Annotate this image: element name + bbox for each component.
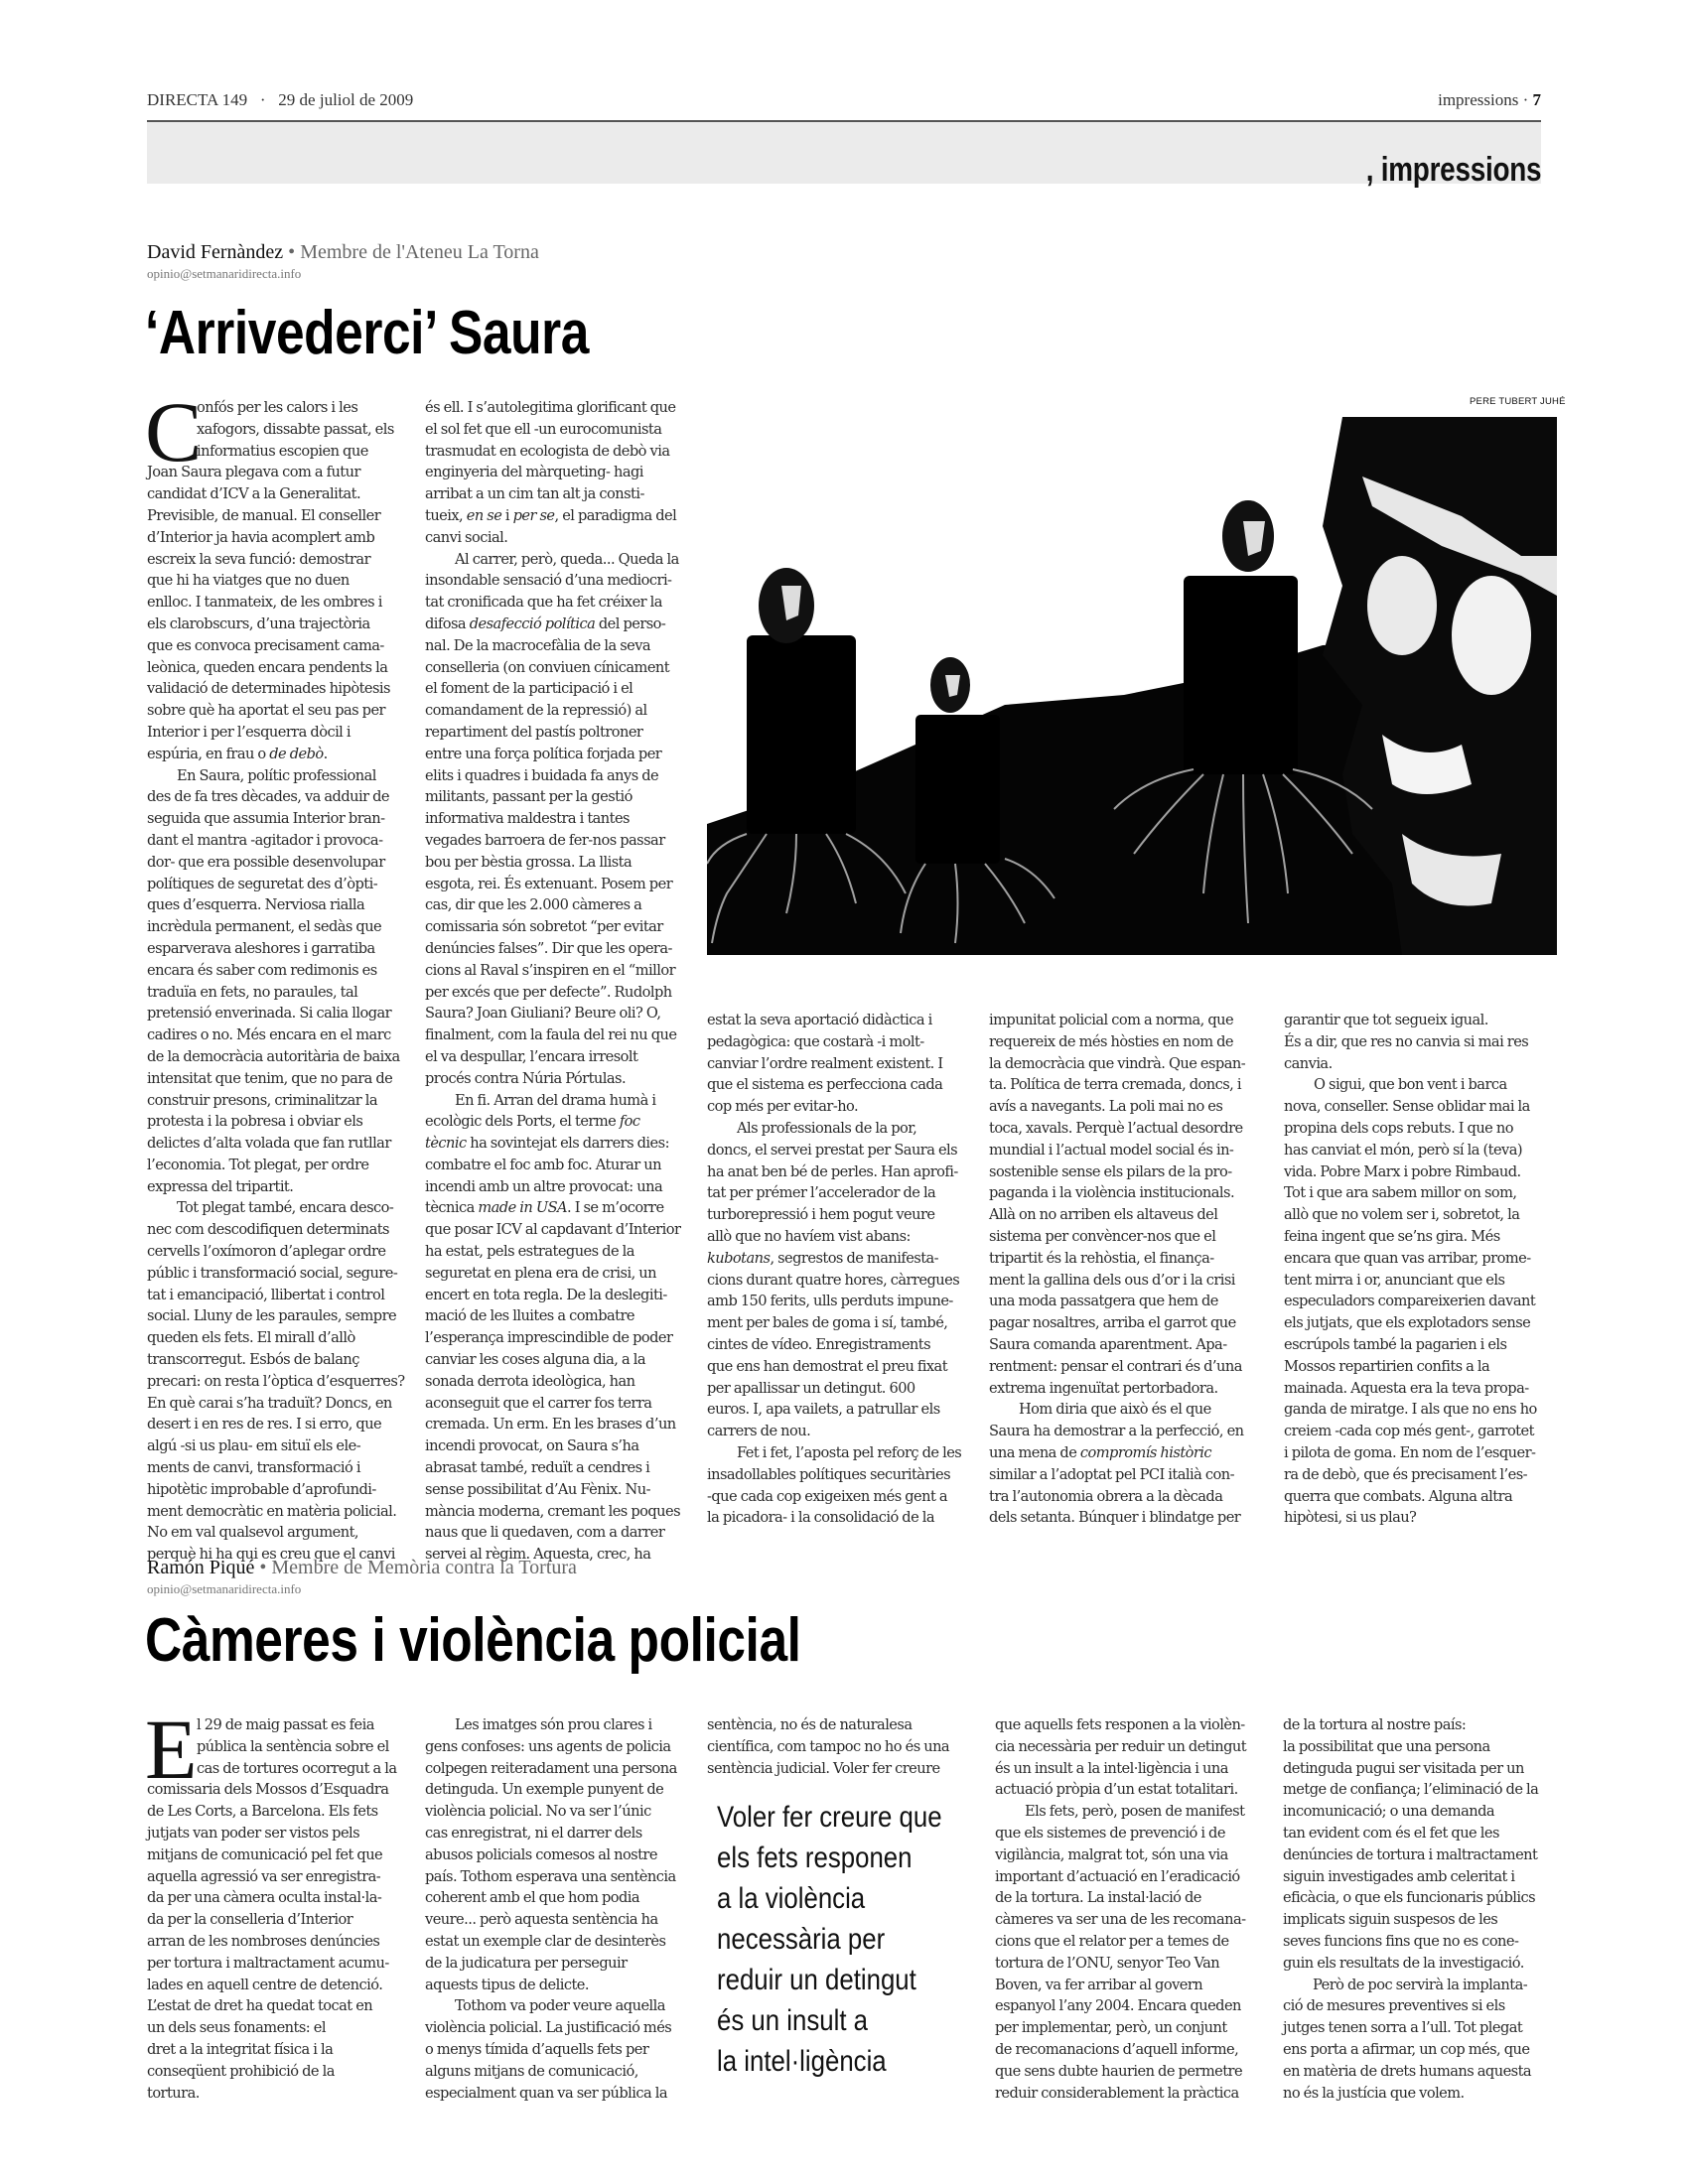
text-line: enginyeria del màrqueting- hagi (425, 464, 643, 481)
text-line: tripartit és la rehòstia, el finança- (989, 1249, 1214, 1267)
text-line: detinguda. Un exemple punyent de (425, 1781, 664, 1799)
text-line: que posar ICV al capdavant d’Interior (425, 1221, 681, 1239)
text-line: el sol fet que ell -un eurocomunista (425, 420, 662, 438)
text-line: pretensió enverinada. Si calia llogar (147, 1005, 392, 1023)
text-line: país. Tothom esperava una sentència (425, 1867, 676, 1885)
text-line: turborepressió i hem pogut veure (707, 1206, 935, 1224)
separator-dot: · (259, 90, 266, 109)
text-line: avís a navegants. La poli mai no es (989, 1098, 1223, 1116)
article2-column-1 (145, 1702, 413, 2104)
text-line: l’esperança imprescindible de poder (425, 1329, 673, 1347)
text-line: ques d’esquerra. Nerviosa rialla (147, 896, 365, 914)
article-illustration (707, 407, 1557, 955)
text-line: arran de les nombroses denúncies (147, 1932, 380, 1950)
text-line: En Saura, polític professional (177, 766, 376, 784)
text-line: estat la seva aportació didàctica i (707, 1012, 932, 1028)
text-line: informatius escopien que (197, 442, 368, 460)
text-line: pública la sentència sobre el (197, 1737, 389, 1755)
text-line: expressa del tripartit. (147, 1177, 294, 1195)
text-line: militants, passant per la gestió (425, 788, 633, 806)
text-line: de la tortura. La instal·lació de (995, 1889, 1201, 1907)
text-line: tueix, en se i per se, el paradigma del (425, 506, 677, 524)
text-line: un dels seus fonaments: el (147, 2019, 326, 2037)
text-line: eficàcia, o que els funcionaris públics (1283, 1889, 1536, 1907)
text-line: ment per bales de goma i sí, també, (707, 1314, 948, 1332)
text-line: denúncies de tortura i maltractament (1283, 1845, 1538, 1863)
text-line: abrasat també, reduït a cendres i (425, 1459, 650, 1477)
text-line: L’estat de dret ha quedat tocat en (147, 1997, 373, 2015)
text-line: cions al Raval s’inspiren en el “millor (425, 961, 676, 979)
text-line: de Les Corts, a Barcelona. Els fets (147, 1803, 378, 1821)
text-line: espanyol l’any 2004. Encara queden (995, 1997, 1241, 2015)
text-line: O sigui, que bon vent i barca (1314, 1076, 1507, 1094)
article2-column-4 (995, 1714, 1261, 2104)
text-line: Joan Saura plegava com a futur (147, 464, 360, 481)
text-line: comissaria són sobretot “per evitar (425, 918, 663, 936)
text-line: da per la conselleria d’Interior (147, 1911, 353, 1929)
article1-byline: David Fernàndez • Membre de l'Ateneu La Torna (147, 241, 539, 263)
text-line: espúria, en frau o de debò. (147, 745, 328, 762)
running-head-right (1438, 90, 1541, 110)
author-email: opinio@setmanaridirecta.info (147, 266, 302, 281)
text-line: que els sistemes de prevenció i de (995, 1824, 1225, 1842)
text-line: càmeres va ser una de les recomana- (995, 1911, 1246, 1929)
text-line: toca, xavals. Perquè l’actual desordre (989, 1119, 1243, 1137)
text-line: tan evident com és el fet que les (1283, 1824, 1499, 1842)
text-line: Fet i fet, l’aposta pel reforç de les (737, 1443, 962, 1461)
article2-column-5 (1283, 1714, 1549, 2104)
text-line: algú -si us plau- em situï els ele- (147, 1437, 361, 1455)
text-line: de la judicatura per perseguir (425, 1954, 628, 1972)
text-line: entre una força política forjada per (425, 745, 662, 762)
photo-credit: PERE TUBERT JUHÉ (1470, 396, 1566, 407)
drop-cap: E (145, 1702, 198, 1797)
text-line: el va despullar, l’encara irresolt (425, 1047, 638, 1065)
text-line: els jutjats, que els explotadors sense (1284, 1314, 1531, 1332)
text-line: la possibilitat que una persona (1283, 1737, 1490, 1755)
text-line: aquests tipus de delicte. (425, 1976, 589, 1993)
text-line: delictes d’alta volada que fan rutllar (147, 1135, 391, 1153)
pull-quote-line: necessària per (717, 1923, 886, 1956)
text-line: una mena de compromís històric (989, 1443, 1212, 1461)
text-line: canviar les coses alguna dia, a la (425, 1351, 645, 1369)
article1-column-5 (1284, 1010, 1550, 1529)
text-line: impunitat policial com a norma, que (989, 1012, 1234, 1028)
text-line: mació de les lluites a combatre (425, 1307, 634, 1325)
text-line: detinguda pugui ser visitada per un (1283, 1759, 1524, 1777)
text-line: vida. Pobre Marx i pobre Rimbaud. (1284, 1162, 1521, 1180)
text-line: En què carai s’ha traduït? Doncs, en (147, 1394, 392, 1412)
text-line: amb 150 ferits, ulls perduts impune- (707, 1293, 953, 1310)
separator-dot: · (1522, 90, 1529, 109)
text-line: per implementar, però, un conjunt (995, 2019, 1227, 2037)
text-line: Saura? Joan Giuliani? Beure oli? O, (425, 1005, 661, 1023)
text-line: Saura comanda aparentment. Apa- (989, 1335, 1227, 1353)
text-line: transcorregut. Esbós de balanç (147, 1351, 359, 1369)
text-line: seves funcions fins que no es cone- (1283, 1932, 1519, 1950)
text-line: mitjans de comunicació pel fet que (147, 1845, 383, 1863)
pull-quote-line: és un insult a (717, 2004, 869, 2037)
text-line: extrema ingenuïtat pertorbadora. (989, 1379, 1218, 1397)
text-line: sense possibilitat d’Au Fènix. Nu- (425, 1480, 650, 1498)
text-line: que sens dubte haurien de permetre (995, 2062, 1243, 2080)
text-line: l’economia. Tot plegat, per ordre (147, 1156, 369, 1173)
text-line: leònica, queden encara pendents la (147, 658, 388, 676)
text-line: comissaria dels Mossos d’Esquadra (147, 1781, 389, 1799)
text-line: tortura de l’ONU, senyor Teo Van (995, 1954, 1220, 1972)
text-line: sentència judicial. Voler fer creure (707, 1759, 940, 1777)
text-line: requereix de més hòsties en nom de (989, 1032, 1233, 1050)
text-line: similar a l’adoptat pel PCI italià con- (989, 1465, 1234, 1483)
text-line: onfós per les calors i les (197, 399, 358, 416)
text-line: incendi amb un altre provocat: una (425, 1177, 663, 1195)
text-line: implicats siguin suspesos de les (1283, 1911, 1498, 1929)
author-name: David Fernàndez (147, 241, 284, 263)
text-line: ta. Política de terra cremada, doncs, i (989, 1076, 1241, 1094)
text-line: que el sistema es perfecciona cada (707, 1076, 943, 1094)
text-line: per tortura i maltractament acumu- (147, 1954, 389, 1972)
text-line: doncs, el servei prestat per Saura els (707, 1141, 958, 1159)
text-line: seguida que assumia Interior bran- (147, 810, 385, 828)
text-line: aquella agressió va ser enregistra- (147, 1867, 381, 1885)
text-line: conseqüent prohibició de la (147, 2062, 335, 2080)
text-line: que hi ha viatges que no duen (147, 572, 350, 590)
article1-column-2 (425, 397, 691, 1566)
text-line: arribat a un cim tan alt ja consti- (425, 485, 644, 503)
text-line: tra l’autonomia obrera a la dècada (989, 1487, 1223, 1505)
text-line: una moda passatgera que hem de (989, 1293, 1218, 1310)
text-line: social. Lluny de les paraules, sempre (147, 1307, 397, 1325)
article1-column-4 (989, 1010, 1255, 1529)
text-line: hipòtesi, si us plau? (1284, 1509, 1417, 1527)
text-line: per apallissar un detingut. 600 (707, 1379, 915, 1397)
text-line: hipotètic improbable d’aprofundi- (147, 1480, 376, 1498)
text-line: especialment quan va ser pública la (425, 2084, 668, 2102)
text-line: protesta i la pobresa i obviar els (147, 1113, 363, 1131)
text-line: denúncies falses”. Dir que les opera- (425, 939, 672, 957)
text-line: tècnica made in USA. I se m’ocorre (425, 1199, 664, 1217)
article1-headline: ‘Arrivederci’ Saura (145, 299, 589, 367)
text-line: nal. De la macrocefàlia de la seva (425, 636, 651, 654)
text-line: des de fa tres dècades, va adduir de (147, 788, 389, 806)
text-line: Saura ha demostrar a la perfecció, en (989, 1423, 1244, 1440)
article2-headline: Càmeres i violència policial (145, 1606, 801, 1675)
article2-column-3 (707, 1714, 973, 1779)
text-line: comandament de la repressió) al (425, 702, 647, 720)
text-line: sobre què ha aportat el seu pas per (147, 702, 385, 720)
text-line: tortura. (147, 2084, 200, 2102)
text-line: conselleria (on conviuen cínicament (425, 658, 670, 676)
article2-byline: Ramón Piqué • Membre de Memòria contra la Tortura (147, 1557, 577, 1578)
text-line: Allà on no arriben els altaveus del (989, 1206, 1218, 1224)
text-line: cions que el relator per a temes de (995, 1932, 1229, 1950)
text-line: els clarobscurs, d’una trajectòria (147, 614, 370, 632)
text-line: Previsible, de manual. El conseller (147, 506, 381, 524)
text-line: pedagògica: que costarà -i molt- (707, 1032, 924, 1050)
text-line: propina dels cops rebuts. I que no (1284, 1119, 1513, 1137)
text-line: Als professionals de la por, (737, 1119, 917, 1137)
text-line: Les imatges són prou clares i (455, 1716, 652, 1733)
text-line: de recomanacions d’aquell informe, (995, 2040, 1239, 2058)
text-line: finalment, com la faula del rei nu que (425, 1026, 677, 1044)
text-line: intensitat que tenim, que no para de (147, 1069, 393, 1087)
text-line: insadollables polítiques securitàries (707, 1465, 951, 1483)
text-line: lades en aquell centre de detenció. (147, 1976, 383, 1993)
text-line: En fi. Arran del drama humà i (455, 1091, 656, 1109)
text-line: sentència, no és de naturalesa (707, 1716, 913, 1733)
text-line: precari: on resta l’òptica d’esquerres? (147, 1372, 405, 1390)
text-line: Hom diria que això és el que (1019, 1401, 1211, 1419)
text-line: alguns mitjans de comunicació, (425, 2062, 638, 2080)
text-line: Tot i que ara sabem millor on som, (1284, 1184, 1517, 1202)
text-line: dor- que era possible desenvolupar (147, 853, 385, 871)
text-line: xafogors, dissabte passat, els (197, 420, 394, 438)
text-line: que es convoca precisament cama- (147, 636, 384, 654)
text-line: mundial i l’actual model social és in- (989, 1141, 1234, 1159)
issue-date: 29 de juliol de 2009 (278, 90, 414, 109)
text-line: per excés que per defecte”. Rudolph (425, 983, 672, 1001)
text-line: servei al règim. Aquesta, crec, ha (425, 1546, 651, 1564)
text-line: allò que no havíem vist abans: (707, 1227, 911, 1245)
text-line: sonada derrota ideològica, han (425, 1372, 635, 1390)
article1-column-1 (145, 384, 413, 1566)
pull-quote (717, 1797, 942, 2082)
text-line: rentment: pensar el contrari és d’una (989, 1357, 1242, 1375)
text-line: no és la justícia que volem. (1283, 2084, 1465, 2102)
text-line: gens confoses: uns agents de policia (425, 1737, 671, 1755)
text-line: insondable sensació d’una mediocri- (425, 572, 672, 590)
text-line: ha estat, pels estrategues de la (425, 1243, 634, 1261)
text-line: cia necessària per reduir un detingut (995, 1737, 1247, 1755)
text-line: difosa desafecció política del perso- (425, 614, 666, 632)
text-line: encara és saber com redimonis es (147, 961, 377, 979)
text-line: aconseguit que el carrer fos terra (425, 1394, 652, 1412)
text-line: cas de tortures ocorregut a la (197, 1759, 397, 1777)
text-line: mància moderna, cremant les poques (425, 1502, 681, 1520)
author-email: opinio@setmanaridirecta.info (147, 1581, 302, 1596)
text-line: És a dir, que res no canvia si mai res (1284, 1032, 1529, 1050)
text-line: euros. I, apa vailets, a patrullar els (707, 1401, 940, 1419)
text-line: el foment de la participació i el (425, 680, 633, 698)
text-line: da per una càmera oculta instal·la- (147, 1889, 382, 1907)
text-line: vigilància, malgrat tot, són una via (995, 1845, 1228, 1863)
text-line: ecològic dels Ports, el terme foc (425, 1113, 640, 1131)
text-line: guin els resultats de la investigació. (1283, 1954, 1524, 1972)
text-line: traduïa en fets, no paraules, tal (147, 983, 358, 1001)
text-line: ment la gallina dels ous d’or i la crisi (989, 1271, 1235, 1289)
text-line: ens porta a afirmar, un cop més, que (1283, 2040, 1530, 2058)
text-line: coherent amb el que hom podia (425, 1889, 640, 1907)
text-line: violència policial. No va ser l’únic (425, 1803, 651, 1821)
text-line: Al carrer, però, queda... Queda la (455, 550, 679, 568)
running-head-left (147, 90, 413, 110)
text-line: veure... però aquesta sentència ha (425, 1911, 658, 1929)
text-line: canvi social. (425, 528, 508, 546)
text-line: cas, dir que les 2.000 càmeres a (425, 896, 642, 914)
text-line: creiem -cada cop més gent-, garrotet (1284, 1423, 1534, 1440)
text-line: és un insult a la intel·ligència i una (995, 1759, 1228, 1777)
text-line: ció de mesures preventives si els (1283, 1997, 1505, 2015)
text-line: jutges tenen sorra a l’ull. Tot plegat (1283, 2019, 1523, 2037)
text-line: procés contra Núria Pórtulas. (425, 1069, 627, 1087)
text-line: naus que li quedaven, com a darrer (425, 1524, 665, 1542)
text-line: mainada. Aquesta era la teva propa- (1284, 1379, 1529, 1397)
text-line: metge de confiança; l’eliminació de la (1283, 1781, 1539, 1799)
text-line: ha anat ben bé de perles. Han aprofi- (707, 1162, 958, 1180)
text-line: seguretat en plena era de crisi, un (425, 1264, 656, 1282)
text-line: encert en tota regla. De la deslegiti- (425, 1286, 667, 1303)
text-line: cas enregistrat, ni el darrer dels (425, 1824, 642, 1842)
section-name: impressions (1438, 90, 1519, 109)
text-line: i pilota de goma. En nom de l’esquer- (1284, 1443, 1536, 1461)
text-line: has canviat el món, però sí la (teva) (1284, 1141, 1523, 1159)
text-line: tent mirra i or, anunciant que els (1284, 1271, 1505, 1289)
text-line: incrèdula permanent, el sedàs que (147, 918, 382, 936)
text-line: -que cada cop exigeixen més gent a (707, 1487, 948, 1505)
publication-name: DIRECTA 149 (147, 90, 248, 109)
text-line: sostenible sense els pilars de la pro- (989, 1162, 1232, 1180)
text-line: ments de canvi, transformació i (147, 1459, 360, 1477)
text-line: sistema per convèncer-nos que el (989, 1227, 1216, 1245)
text-line: repartiment del pastís poltroner (425, 723, 643, 741)
text-line: incomunicació; o una demanda (1283, 1803, 1495, 1821)
text-line: siguin investigades amb celeritat i (1283, 1867, 1515, 1885)
text-line: de la democràcia autoritària de baixa (147, 1047, 400, 1065)
text-line: polítiques de seguretat des d’òpti- (147, 875, 378, 892)
text-line: cintes de vídeo. Enregistraments (707, 1335, 931, 1353)
pull-quote-line: la intel·ligència (717, 2045, 887, 2078)
text-line: violència policial. La justificació més (425, 2019, 672, 2037)
text-line: trasmudat en ecologista de debò via (425, 442, 670, 460)
text-line: és ell. I s’autolegitima glorificant que (425, 399, 676, 416)
pull-quote-line: a la violència (717, 1882, 866, 1915)
text-line: paganda i la violència institucionals. (989, 1184, 1235, 1202)
text-line: esgota, rei. És extenuant. Posem per (425, 875, 673, 892)
text-line: incendi provocat, on Saura s’ha (425, 1437, 639, 1455)
text-line: Mossos repartirien confits a la (1284, 1357, 1490, 1375)
author-role: Membre de Memòria contra la Tortura (271, 1557, 577, 1578)
text-line: la democràcia que vindrà. Que espan- (989, 1054, 1246, 1072)
text-line: cop més per evitar-ho. (707, 1098, 859, 1116)
text-line: kubotans, segrestos de manifesta- (707, 1249, 939, 1267)
text-line: construir presons, criminalitzar la (147, 1091, 378, 1109)
page-number: 7 (1532, 90, 1541, 109)
text-line: encara que quan vas arribar, prome- (1284, 1249, 1531, 1267)
text-line: o menys tímida d’aquells fets per (425, 2040, 649, 2058)
text-line: abusos policials comesos al nostre (425, 1845, 657, 1863)
text-line: en matèria de drets humans aquesta (1283, 2062, 1532, 2080)
section-banner (147, 122, 1541, 184)
text-line: important d’actuació en l’eradicació (995, 1867, 1240, 1885)
text-line: elits i quadres i buidada fa anys de (425, 766, 659, 784)
text-line: combatre el foc amb foc. Aturar un (425, 1156, 661, 1173)
text-line: cervells l’oxímoron d’aplegar ordre (147, 1243, 386, 1261)
text-line: reduir considerablement la pràctica (995, 2084, 1239, 2102)
text-line: la picadora- i la consolidació de la (707, 1509, 935, 1527)
text-line: tat i emancipació, llibertat i control (147, 1286, 385, 1303)
text-line: Els fets, però, posen de manifest (1025, 1803, 1245, 1821)
text-line: dels setanta. Búnquer i blindatge per (989, 1509, 1241, 1527)
text-line: Tothom va poder veure aquella (455, 1997, 665, 2015)
text-line: ganda de miratge. I als que no ens ho (1284, 1401, 1537, 1419)
text-line: Però de poc servirà la implanta- (1313, 1976, 1528, 1993)
text-line: feina ingent que se’ns gira. Més (1284, 1227, 1500, 1245)
text-line: canviar l’ordre realment existent. I (707, 1054, 943, 1072)
text-line: l 29 de maig passat es feia (197, 1716, 374, 1733)
text-line: que ens han demostrat el preu fixat (707, 1357, 948, 1375)
text-line: tat per prémer l’accelerador de la (707, 1184, 936, 1202)
text-line: vegades barroera de fer-nos passar (425, 831, 665, 849)
text-line: Interior i per l’esquerra dòcil i (147, 723, 352, 741)
text-line: nec com descodifiquen determinats (147, 1221, 389, 1239)
text-line: enlloc. I tanmateix, de les ombres i (147, 594, 382, 612)
text-line: allò que no volem ser i, sobretot, la (1284, 1206, 1520, 1224)
text-line: dret a la integritat física i la (147, 2040, 334, 2058)
text-line: de la tortura al nostre país: (1283, 1716, 1467, 1733)
text-line: nova, conseller. Sense oblidar mai la (1284, 1098, 1530, 1116)
text-line: Boven, va fer arribar al govern (995, 1976, 1203, 1993)
text-line: que aquells fets responen a la violèn- (995, 1716, 1245, 1733)
text-line: escrúpols també la pagarien i els (1284, 1335, 1507, 1353)
text-line: públic i transformació social, segure- (147, 1264, 398, 1282)
text-line: carrers de nou. (707, 1423, 811, 1440)
text-line: canvia. (1284, 1054, 1333, 1072)
pull-quote-line: reduir un detingut (717, 1964, 916, 1996)
text-line: tat cronificada que ha fet créixer la (425, 594, 662, 612)
text-line: garantir que tot segueix igual. (1284, 1012, 1488, 1028)
text-line: Tot plegat també, encara desco- (177, 1199, 394, 1217)
text-line: bou per bèstia grossa. La llista (425, 853, 633, 871)
author-role: Membre de l'Ateneu La Torna (300, 241, 539, 263)
text-line: cions durant quatre hores, càrregues (707, 1271, 960, 1289)
text-line: especuladors compareixerien davant (1284, 1293, 1536, 1310)
text-line: ra de debò, que és precisament l’es- (1284, 1465, 1528, 1483)
text-line: queden els fets. El mirall d’allò (147, 1329, 355, 1347)
text-line: validació de determinades hipòtesis (147, 680, 390, 698)
text-line: jutjats van poder ser vistos pels (147, 1824, 360, 1842)
text-line: perquè hi ha qui es creu que el canvi (147, 1546, 395, 1564)
text-line: científica, com tampoc no ho és una (707, 1737, 950, 1755)
text-line: actuació pròpia d’un estat totalitari. (995, 1781, 1238, 1799)
text-line: cremada. Un erm. En les brases d’un (425, 1416, 676, 1433)
drop-cap: C (145, 384, 203, 479)
text-line: escreix la seva funció: demostrar (147, 550, 371, 568)
text-line: desert i en res de res. I si erro, que (147, 1416, 382, 1433)
text-line: ment democràtic en matèria policial. (147, 1502, 397, 1520)
article1-column-3 (707, 1010, 973, 1529)
text-line: cadires o no. Més encara en el marc (147, 1026, 391, 1044)
author-name: Ramón Piqué (147, 1557, 255, 1578)
text-line: No em val qualsevol argument, (147, 1524, 358, 1542)
text-line: tècnic ha sovintejat els darrers dies: (425, 1135, 669, 1153)
text-line: dant el mantra -agitador i provoca- (147, 831, 383, 849)
text-line: querra que combats. Alguna altra (1284, 1487, 1513, 1505)
pull-quote-line: els fets responen (717, 1842, 913, 1874)
text-line: candidat d’ICV a la Generalitat. (147, 485, 361, 503)
text-line: esparverava aleshores i garratiba (147, 939, 375, 957)
text-line: estat un exemple clar de desinterès (425, 1932, 666, 1950)
article2-column-2 (425, 1714, 691, 2104)
section-banner-title: , impressions (1365, 151, 1541, 189)
text-line: d’Interior ja havia acomplert amb (147, 528, 375, 546)
pull-quote-line: Voler fer creure que (717, 1801, 942, 1834)
text-line: pagar nosaltres, arriba el garrot que (989, 1314, 1236, 1332)
text-line: colpegen reiteradament una persona (425, 1759, 677, 1777)
text-line: informativa maldestra i tantes (425, 810, 631, 828)
